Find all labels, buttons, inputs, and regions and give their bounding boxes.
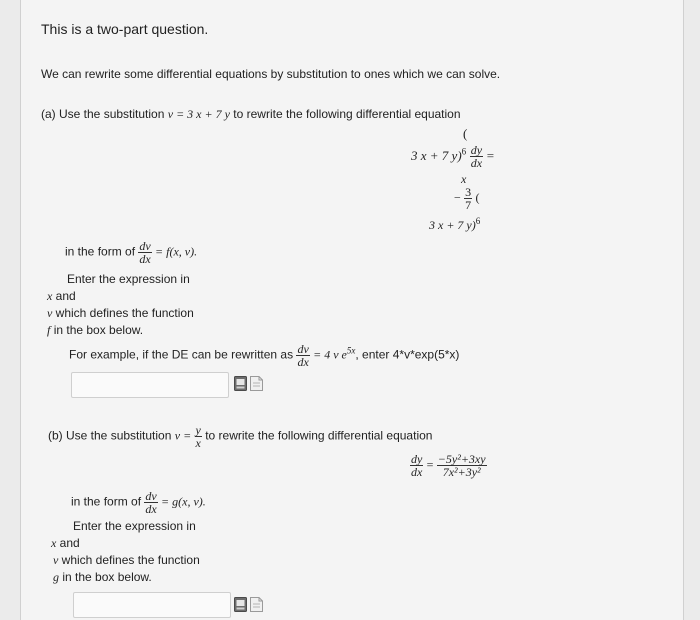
part-a-eq-paren: ( [475,190,480,205]
part-a-eq-rhs [429,216,480,233]
part-b-line-x [51,536,80,551]
part-b-line-g [53,570,152,585]
part-a-answer-input[interactable] [71,372,229,398]
part-a-form-rhs: = f(x, v). [155,244,198,259]
part-a-var-v: v [47,306,53,320]
part-a-eq-lhs-expr: 3 x + 7 y) [411,147,462,163]
part-a-prefix: (a) Use the substitution [41,107,165,121]
part-b-line-v [53,553,200,568]
part-a-eq-minus: − [454,190,461,205]
part-a-eq-dx: dx [470,156,483,170]
part-b-form-rhs: = g(x, v). [161,494,206,509]
part-a-example-rhs: = 4 v e [313,347,347,362]
part-b-eq-fraction [437,453,487,478]
part-b-equation [410,453,487,478]
part-a-var-x: x [47,289,53,303]
part-b-sub-fraction [195,424,202,449]
part-a-line-x [47,289,76,304]
part-b-in-box: in the box below. [62,570,152,584]
part-a-eq-open-paren: ( [463,126,468,141]
part-a-eq-equals: = [486,147,495,163]
part-a-example [69,343,459,368]
part-b-eq-equals: = [426,457,434,472]
part-a-statement [41,107,461,122]
part-a-example-prefix: For example, if the DE can be rewritten as [69,347,294,362]
part-b-sub-num: y [195,423,201,437]
part-a-example-dv: dv [297,342,309,356]
part-b-form [71,490,206,515]
part-b-var-v: v [53,553,59,567]
part-a-line-v [47,306,194,321]
part-a-example-derivative [296,343,309,368]
part-a-eq-lhs [411,144,494,169]
part-a-form-derivative [138,240,151,265]
part-b-form-prefix: in the form of [71,494,142,509]
part-b-statement [48,424,432,449]
preview-icon[interactable] [234,376,247,391]
part-a-eq-rhs-expr: 3 x + 7 y) [429,218,476,232]
question-title: This is a two-part question. [41,21,209,37]
part-a-in-box: in the box below. [53,323,144,337]
part-a-form-dv: dv [139,239,151,253]
part-b-defines: which defines the function [61,553,200,567]
part-a-form-dx: dx [139,252,151,266]
part-a-eq-fraction-row [454,186,479,211]
part-b-form-dx: dx [145,502,157,516]
part-b-sub-den: x [195,436,201,450]
part-a-eq-x: x [461,172,467,186]
help-document-icon[interactable] [250,597,263,612]
part-b-enter: Enter the expression in [73,519,196,533]
part-b-var-x: x [51,536,57,550]
part-a-example-dx: dx [297,355,309,369]
part-b-sub-v: v = [174,428,192,443]
question-page [20,0,684,620]
part-a-var-f: f [47,323,51,337]
part-a-form-prefix: in the form of [65,244,136,259]
help-document-icon[interactable] [250,376,263,391]
part-a-example-exponent: 5x [346,345,356,356]
part-a-eq-derivative [470,144,483,169]
part-a-enter: Enter the expression in [67,272,190,286]
part-a-example-suffix: , enter 4*v*exp(5*x) [355,347,460,362]
part-b-eq-den: 7x²+3y² [437,465,487,478]
part-a-form [65,240,197,265]
part-a-line-f [47,323,143,338]
part-a-eq-fraction [464,186,472,211]
part-b-eq-dy: dy [411,452,423,466]
part-b-eq-num: −5y²+3xy [437,452,486,466]
part-b-and: and [59,536,80,550]
part-a-eq-dy: dy [470,143,483,157]
intro-text: We can rewrite some differential equations by substitution to ones which we can solve. [41,67,501,81]
part-a-eq-exponent: 6 [461,146,467,157]
part-a-eq-frac-den: 7 [465,198,472,212]
part-b-suffix: to rewrite the following differential equation [205,428,433,443]
part-a-eq-frac-num: 3 [465,185,472,199]
part-a-and: and [55,289,76,303]
part-a-eq-rhs-exponent: 6 [475,216,481,226]
part-b-prefix: (b) Use the substitution [48,428,172,443]
part-b-form-derivative [144,490,157,515]
part-a-substitution: v = 3 x + 7 y [167,107,230,121]
part-a-suffix: to rewrite the following differential equation [233,107,461,121]
part-b-var-g: g [53,570,59,584]
part-b-answer-input[interactable] [73,592,231,618]
part-b-eq-derivative [410,453,423,478]
part-b-eq-dx: dx [411,465,423,479]
preview-icon[interactable] [234,597,247,612]
part-a-defines: which defines the function [55,306,194,320]
part-b-form-dv: dv [145,489,157,503]
